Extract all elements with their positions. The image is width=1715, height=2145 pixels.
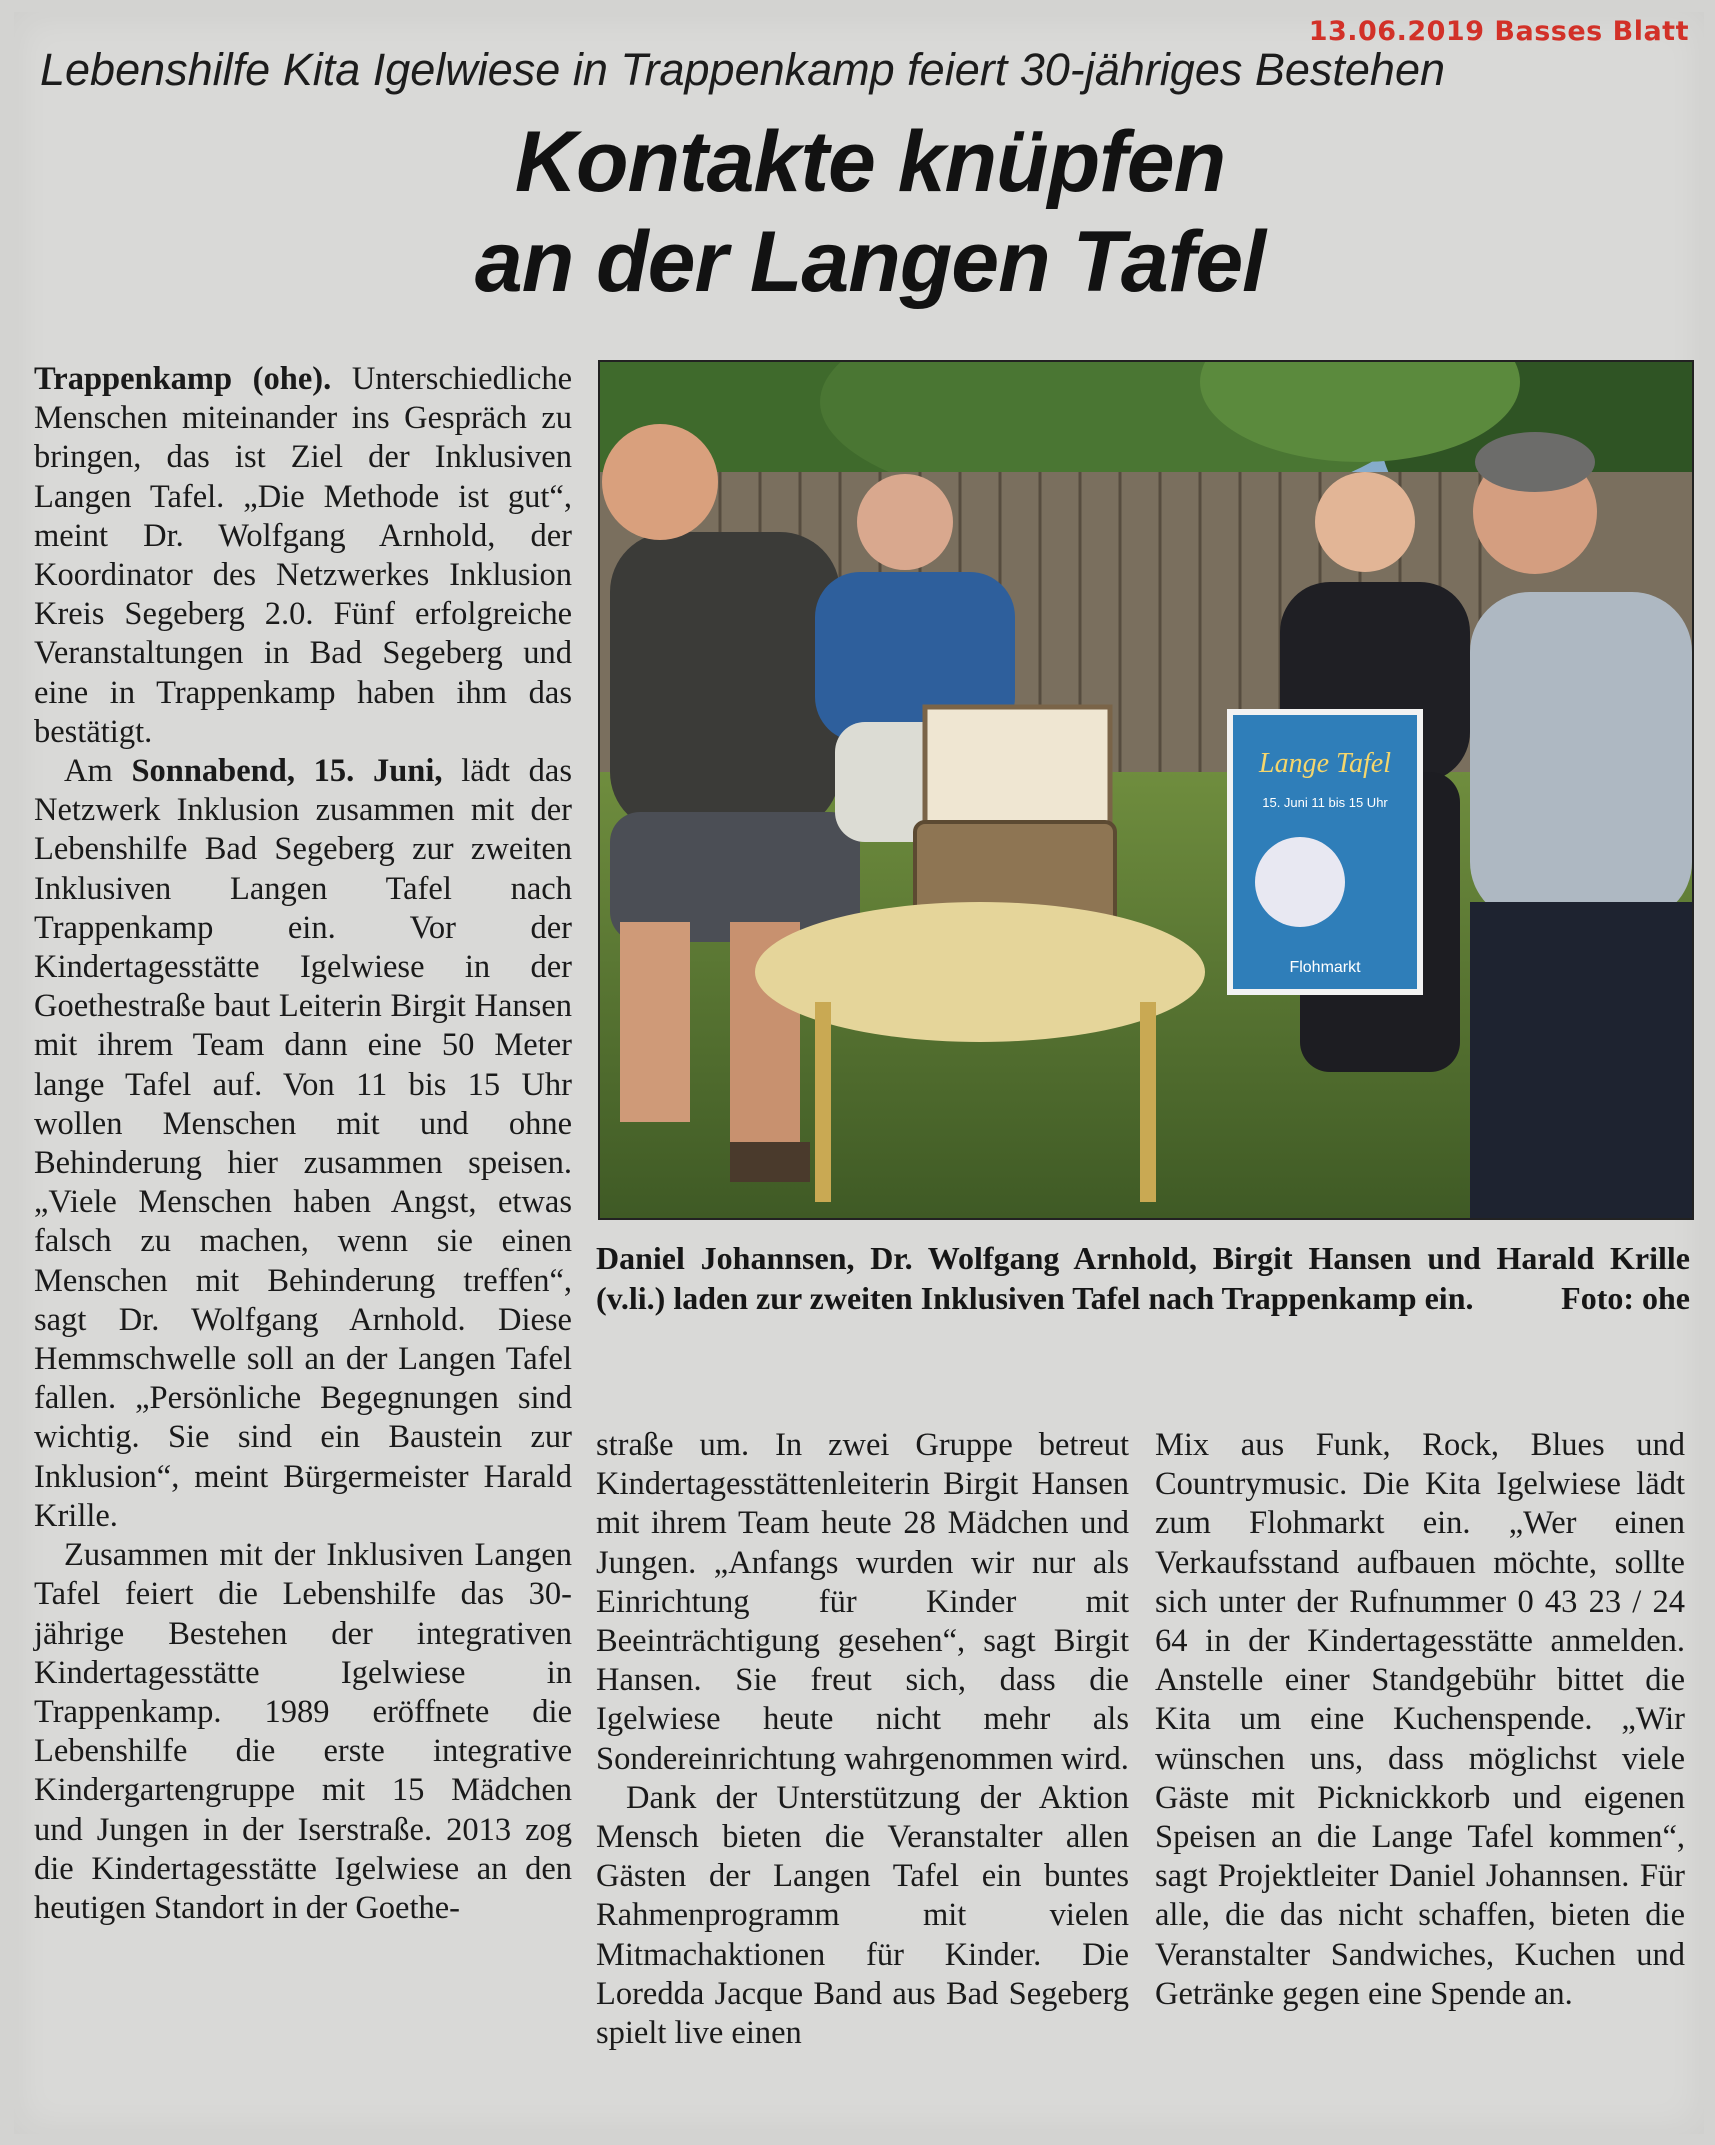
poster-time: 15. Juni 11 bis 15 Uhr <box>1262 795 1388 810</box>
paragraph-1: Trappenkamp (ohe). Unterschiedliche Menschen miteinander ins Gespräch zu bringen, das ist Ziel der Inklusiven Langen Tafel. „Die Methode ist gut“, meint Dr. Wolfgang Arnhold, der Koordinator des Netzwerkes Inklusion Kreis Segeberg 2.0. Fünf erfolgreiche Veranstaltungen in Bad Segeberg und eine in Trappenkamp haben ihm das bestätigt. <box>34 361 572 750</box>
event-date: Sonnabend, 15. Juni, <box>131 753 443 790</box>
article-kicker: Lebenshilfe Kita Igelwiese in Trappenkamp feiert 30-jähriges Bestehen <box>40 44 1445 95</box>
headline-line-1: Kontakte knüpfen <box>514 114 1226 210</box>
paragraph-2: Am Sonnabend, 15. Juni, lädt das Netzwerk Inklusion zusammen mit der Lebenshilfe Bad Segeberg zur zweiten Inklusiven Langen Tafel nach Trappenkamp ein. Vor der Kindertagesstätte Igelwiese in der Goethestraße baut Leiterin Birgit Hansen mit ihrem Team dann eine 50 Meter lange Tafel auf. Von 11 bis 15 Uhr wollen Menschen mit und ohne Behinderung hier zusammen speisen. „Viele Menschen haben Angst, etwas falsch zu machen, wenn sie einen Menschen mit Behinderung treffen“, sagt Dr. Wolfgang Arnhold. Diese Hemmschwelle soll an der Langen Tafel fallen. „Persönliche Begegnungen sind wichtig. Sie sind ein Baustein zur Inklusion“, meint Bürgermeister Harald Krille. <box>34 753 573 1534</box>
article-column-1 <box>34 360 572 1928</box>
photo-caption <box>596 1238 1690 1318</box>
article-column-2 <box>596 1426 1129 2053</box>
paragraph-3: Zusammen mit der Inklusiven Langen Tafel feiert die Lebenshilfe das 30-jährige Bestehen der integrativen Kindertagesstätte Igelwiese in Trappenkamp. 1989 eröffnete die Lebenshilfe die erste integrative Kindergartengruppe mit 15 Mädchen und Jungen in der Iserstraße. 2013 zog die Kindertagesstätte Igelwiese an den heutigen Standort in der Goethe- <box>34 1537 572 1926</box>
article-headline <box>200 112 1540 312</box>
paragraph-4-continued: Mix aus Funk, Rock, Blues und Countrymusic. Die Kita Igelwiese lädt zum Flohmarkt ein. „Wer einen Verkaufsstand aufbauen möchte, sollte sich unter der Rufnummer 0 43 23 / 24 64 in der Kindertagesstätte anmelden. Anstelle einer Standgebühr bittet die Kita um eine Kuchenspende. „Wir wünschen uns, dass möglichst viele Gäste mit Picknickkorb und eigenen Speisen an die Lange Tafel kommen“, sagt Projektleiter Daniel Johannsen. Für alle, die das nicht schaffen, bieten die Veranstalter Sandwiches, Kuchen und Getränke gegen eine Spende an. <box>1155 1427 1685 2012</box>
article-column-3 <box>1155 1426 1685 2014</box>
paragraph-4: Dank der Unterstützung der Aktion Mensch bieten die Veranstalter allen Gästen der Langen Tafel ein buntes Rahmenprogramm mit vielen Mitmachaktionen für Kinder. Die Loredda Jacque Band aus Bad Segeberg spielt live einen <box>596 1779 1129 2052</box>
headline-line-2: an der Langen Tafel <box>474 214 1266 310</box>
dateline: Trappenkamp (ohe). <box>34 361 332 397</box>
paragraph-3-continued: straße um. In zwei Gruppe betreut Kindertagesstättenleiterin Birgit Hansen mit ihrem Team heute 28 Mädchen und Jungen. „Anfangs wurden wir nur als Einrichtung für Kinder mit Beeinträchtigung gesehen“, sagt Birgit Hansen. Sie freut sich, dass die Igelwiese heute nicht mehr als Sondereinrichtung wahrgenommen wird. <box>596 1427 1129 1777</box>
article-photo <box>598 360 1694 1220</box>
publication-date-stamp: 13.06.2019 Basses Blatt <box>1308 16 1689 47</box>
poster-footer: Flohmarkt <box>1289 959 1361 976</box>
caption-text: Daniel Johannsen, Dr. Wolfgang Arnhold, Birgit Hansen und Harald Krille (v.li.) laden zur zweiten Inklusiven Tafel nach Trappenkamp ein. <box>596 1240 1690 1316</box>
photo-credit: Foto: ohe <box>1561 1280 1690 1316</box>
poster-title: Lange Tafel <box>1259 748 1391 779</box>
